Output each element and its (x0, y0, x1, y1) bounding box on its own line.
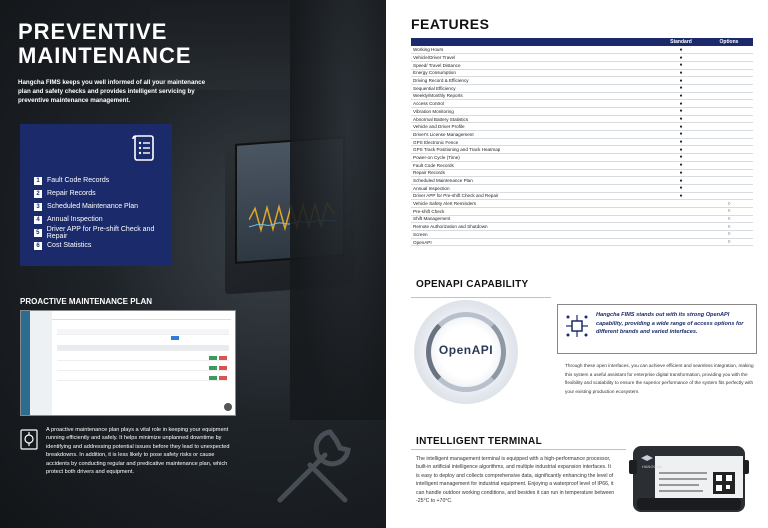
standard-cell: ● (657, 69, 705, 77)
feature-name: Sequential Efficiency (411, 84, 657, 92)
screenshot-header-row (57, 345, 229, 351)
table-row (411, 215, 753, 223)
feature-name: Screen (411, 231, 657, 239)
options-cell (705, 92, 753, 100)
screenshot-nav (30, 311, 52, 415)
standard-cell: ● (657, 192, 705, 200)
screenshot-action (209, 376, 217, 380)
screenshot-action (209, 356, 217, 360)
options-cell (705, 169, 753, 177)
standard-cell: ● (657, 54, 705, 62)
terminal-description: The intelligent management terminal is equipped with a high-performance processor, built-in artificial intelligence algorithms, and multiple industrial expansion interfaces. It is easy to deploy and collects comprehensive data, significantly enhancing the level of intelligent management for industrial equipment. Enjoying a waterproof level of IP66, it can handle outdoor working conditions, and besides it can run in temperature between -25°C to +70°C. (416, 456, 615, 505)
list-label: Annual Inspection (47, 216, 103, 223)
options-cell (705, 123, 753, 131)
feature-name: Repair Records (411, 169, 657, 177)
list-label: Fault Code Records (47, 177, 110, 184)
list-item (34, 174, 172, 187)
wrench-icon (270, 420, 360, 510)
features-table (411, 38, 753, 246)
features-title: FEATURES (411, 16, 490, 32)
divider (411, 297, 551, 298)
table-row (411, 207, 753, 215)
table-row (411, 192, 753, 200)
standard-cell: ● (657, 123, 705, 131)
standard-cell: ● (657, 169, 705, 177)
maintenance-tool-icon (20, 428, 38, 450)
openapi-title: OPENAPI CAPABILITY (416, 279, 529, 290)
feature-name: Fault Code Records (411, 161, 657, 169)
list-item (34, 213, 172, 226)
standard-cell: ● (657, 184, 705, 192)
options-cell (705, 77, 753, 85)
table-row (411, 131, 753, 139)
feature-name: OpenAPI (411, 238, 657, 246)
screenshot-action (219, 366, 227, 370)
feature-name: Pre-shift Check (411, 207, 657, 215)
screenshot-filter-row (57, 329, 229, 335)
feature-name: Energy Consumption (411, 69, 657, 77)
page-title (18, 20, 258, 68)
feature-name: Driver's License Management (411, 131, 657, 139)
table-row (411, 223, 753, 231)
options-cell (705, 115, 753, 123)
options-cell: ○ (705, 231, 753, 239)
options-cell: ○ (705, 223, 753, 231)
feature-name: Shift Management (411, 215, 657, 223)
openapi-graphic (414, 300, 518, 404)
terminal-title: INTELLIGENT TERMINAL (416, 436, 542, 447)
feature-name: Vehicle Safety Alert Reminders (411, 200, 657, 208)
list-item (34, 200, 172, 213)
network-chip-icon (566, 315, 588, 337)
screenshot-action (219, 376, 227, 380)
standard-cell: ● (657, 115, 705, 123)
feature-name: Driver APP for Pre-shift Check and Repair (411, 192, 657, 200)
options-cell (705, 84, 753, 92)
standard-cell: ● (657, 61, 705, 69)
options-col-header: Options (705, 38, 753, 46)
openapi-highlight-box (557, 304, 757, 354)
options-cell (705, 177, 753, 185)
standard-cell: ● (657, 108, 705, 116)
device-brand-label: HANGCHA (642, 464, 663, 469)
table-row (411, 92, 753, 100)
plan-description: A proactive maintenance plan plays a vital role in keeping your equipment running efficiently and safely. It helps minimize unplanned downtime by identifying and addressing potential issues before they lead to unexpected breakdowns. In addition, it is less likely to pose safety risks or cause accidents by conducting regular and predicative maintenance plan, which protect both drivers and equipment. (46, 427, 230, 476)
list-item (34, 187, 172, 200)
screenshot-toolbar (52, 315, 231, 320)
feature-name: Working Hours (411, 46, 657, 54)
openapi-highlight-text: Hangcha FIMS stands out with its strong OpenAPI capability, providing a wide range of access options for different brands and varied interfaces. (596, 312, 744, 336)
software-screenshot (20, 310, 236, 416)
table-row (411, 100, 753, 108)
options-cell (705, 161, 753, 169)
list-number: 6 (34, 242, 42, 250)
table-row (411, 69, 753, 77)
list-label: Repair Records (47, 190, 96, 197)
maintenance-list-panel (20, 124, 172, 266)
table-row (411, 154, 753, 162)
screenshot-data-row (57, 355, 229, 361)
options-cell (705, 146, 753, 154)
standard-cell: ● (657, 100, 705, 108)
options-cell (705, 61, 753, 69)
feature-name: GPS Track Positioning and Track Heatmap (411, 146, 657, 154)
standard-cell: ● (657, 92, 705, 100)
standard-cell: ● (657, 177, 705, 185)
list-number: 4 (34, 216, 42, 224)
options-cell (705, 108, 753, 116)
screenshot-fab (224, 403, 232, 411)
list-label: Driver APP for Pre-shift Check and Repair (46, 225, 155, 240)
options-cell (705, 131, 753, 139)
standard-cell (657, 238, 705, 246)
standard-cell (657, 223, 705, 231)
screenshot-action (219, 356, 227, 360)
table-row (411, 115, 753, 123)
feature-name: Vibration Monitoring (411, 108, 657, 116)
table-header-row (411, 38, 753, 46)
options-cell (705, 54, 753, 62)
feature-name: Access Control (411, 100, 657, 108)
options-cell (705, 46, 753, 54)
options-cell: ○ (705, 200, 753, 208)
options-cell: ○ (705, 215, 753, 223)
screenshot-sidebar (21, 311, 30, 415)
feature-col-header (411, 38, 657, 46)
table-row (411, 169, 753, 177)
standard-cell: ● (657, 161, 705, 169)
title-line-2: MAINTENANCE (18, 43, 192, 68)
feature-name: Vehicle and Driver Profile (411, 123, 657, 131)
table-row (411, 231, 753, 239)
list-number: 2 (34, 190, 42, 198)
terminal-device-image (629, 438, 749, 516)
feature-name: Power-on Cycle (Time) (411, 154, 657, 162)
table-row (411, 200, 753, 208)
plan-heading: PROACTIVE MAINTENANCE PLAN (20, 297, 153, 306)
standard-cell (657, 207, 705, 215)
divider (411, 449, 626, 450)
feature-name: Vehicle/Driver Travel (411, 54, 657, 62)
options-cell: ○ (705, 238, 753, 246)
table-row (411, 54, 753, 62)
screenshot-data-row (57, 375, 229, 381)
table-row (411, 84, 753, 92)
options-cell (705, 69, 753, 77)
feature-name: GPS Electronic Fence (411, 138, 657, 146)
table-row (411, 161, 753, 169)
screenshot-data-row (57, 365, 229, 371)
options-cell: ○ (705, 207, 753, 215)
table-row (411, 46, 753, 54)
feature-name: Remote Authorization and Shutdown (411, 223, 657, 231)
table-row (411, 138, 753, 146)
openapi-logo-text: OpenAPI (438, 343, 494, 357)
standard-cell (657, 231, 705, 239)
options-cell (705, 154, 753, 162)
feature-name: Weekly/Monthly Reports (411, 92, 657, 100)
intro-text: Hangcha FIMS keeps you well informed of all your maintenance plan and safety checks and provides intelligent servicing by preventive maintenance management. (18, 79, 206, 104)
right-page (386, 0, 768, 528)
list-number: 1 (34, 177, 42, 185)
openapi-description: Through these open interfaces, you can achieve efficient and seamless integration, making this system a useful assistant for enterprise digital transformation, providing you with the flexibility and scalability to ensure the superior performance of the system fits perfectly with your existing production ecosystem. (565, 363, 754, 394)
table-row (411, 146, 753, 154)
options-cell (705, 138, 753, 146)
standard-cell: ● (657, 146, 705, 154)
feature-name: Speed/ Travel Distance (411, 61, 657, 69)
list-label: Cost Statistics (47, 242, 92, 249)
maintenance-list (34, 174, 172, 252)
list-number: 3 (34, 203, 42, 211)
table-row (411, 238, 753, 246)
list-item (34, 239, 172, 252)
standard-cell (657, 215, 705, 223)
options-cell (705, 184, 753, 192)
table-row (411, 61, 753, 69)
features-table-body (411, 46, 753, 246)
list-item (34, 226, 172, 239)
standard-cell: ● (657, 84, 705, 92)
title-line-1: PREVENTIVE (18, 19, 168, 44)
table-row (411, 123, 753, 131)
feature-name: Abnormal Battery Statistics (411, 115, 657, 123)
feature-name: Annual Inspection (411, 184, 657, 192)
screenshot-button (171, 336, 179, 340)
standard-col-header: Standard (657, 38, 705, 46)
technician-photo (290, 0, 386, 420)
feature-name: Driving Record & Efficiency (411, 77, 657, 85)
standard-cell: ● (657, 77, 705, 85)
list-number: 5 (34, 229, 42, 237)
options-cell (705, 100, 753, 108)
table-row (411, 108, 753, 116)
standard-cell: ● (657, 46, 705, 54)
table-row (411, 184, 753, 192)
feature-name: Scheduled Maintenance Plan (411, 177, 657, 185)
list-label: Scheduled Maintenance Plan (47, 203, 139, 210)
standard-cell: ● (657, 154, 705, 162)
table-row (411, 177, 753, 185)
document-list-icon (132, 134, 158, 162)
table-row (411, 77, 753, 85)
screenshot-action (209, 366, 217, 370)
standard-cell: ● (657, 138, 705, 146)
standard-cell (657, 200, 705, 208)
standard-cell: ● (657, 131, 705, 139)
options-cell (705, 192, 753, 200)
